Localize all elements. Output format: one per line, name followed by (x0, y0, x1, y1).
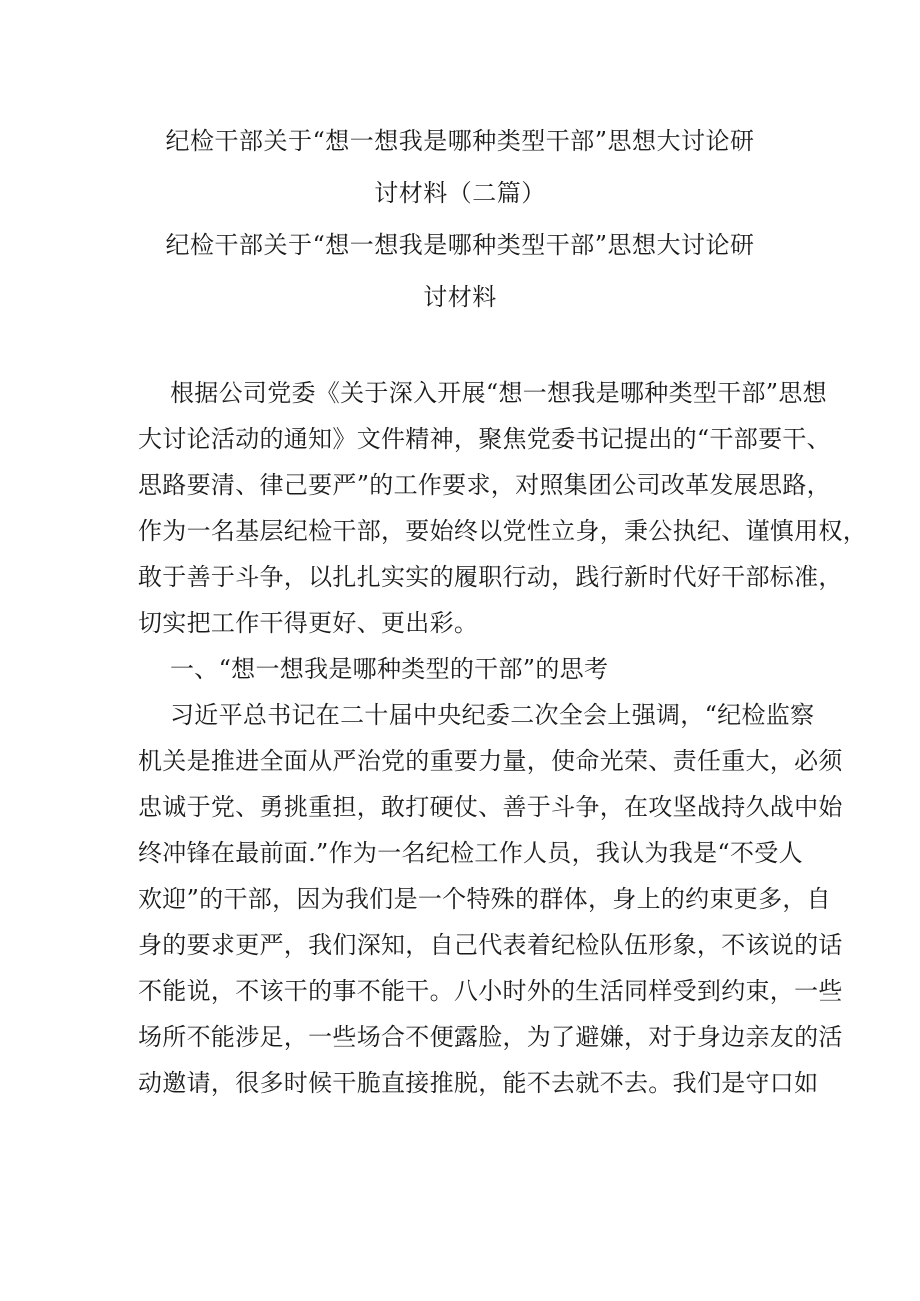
title-line: 纪检干部关于“想一想我是哪种类型干部”思想大讨论研 (165, 127, 755, 155)
paragraph-line: 欢迎”的干部，因为我们是一个特殊的群体，身上的约束更多，自 (138, 885, 831, 913)
paragraph-line: 根据公司党委《关于深入开展“想一想我是哪种类型干部”思想 (170, 379, 827, 407)
paragraph-line: 大讨论活动的通知》文件精神，聚焦党委书记提出的“干部要干、 (138, 425, 831, 453)
paragraph-line: 动邀请，很多时候干脆直接推脱，能不去就不去。我们是守口如 (138, 1069, 819, 1097)
paragraph-line: 不能说，不该干的事不能干。八小时外的生活同样受到约束，一些 (138, 977, 843, 1005)
document-body (138, 379, 867, 1116)
paragraph-line: 习近平总书记在二十届中央纪委二次全会上强调，“纪检监察 (170, 701, 815, 729)
paragraph-line: 身的要求更严，我们深知，自己代表着纪检队伍形象，不该说的话 (138, 931, 843, 959)
section-heading: 一、“想一想我是哪种类型的干部”的思考 (170, 655, 609, 683)
paragraph-line: 终冲锋在最前面.”作为一名纪检工作人员，我认为我是“不受人 (138, 839, 803, 867)
subtitle-line: 讨材料 (423, 283, 497, 311)
paragraph-line: 场所不能涉足，一些场合不便露脸，为了避嫌，对于身边亲友的活 (138, 1023, 843, 1051)
title-line: 讨材料（二篇） (374, 179, 546, 207)
paragraph-line: 敢于善于斗争，以扎扎实实的履职行动，践行新时代好干部标准， (138, 563, 843, 591)
paragraph-line: 机关是推进全面从严治党的重要力量，使命光荣、责任重大，必须 (138, 747, 843, 775)
document-title (0, 128, 920, 336)
paragraph-line: 作为一名基层纪检干部，要始终以党性立身，秉公执纪、谨慎用权， (138, 517, 867, 545)
paragraph-line: 思路要清、律己要严”的工作要求，对照集团公司改革发展思路， (138, 471, 831, 499)
paragraph-line: 切实把工作干得更好、更出彩。 (138, 609, 479, 637)
paragraph-line: 忠诚于党、勇挑重担，敢打硬仗、善于斗争，在攻坚战持久战中始 (138, 793, 843, 821)
subtitle-line: 纪检干部关于“想一想我是哪种类型干部”思想大讨论研 (165, 231, 755, 259)
